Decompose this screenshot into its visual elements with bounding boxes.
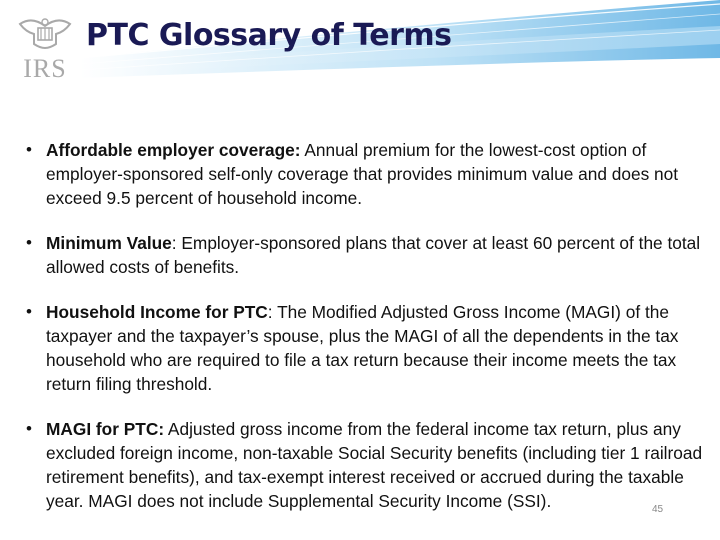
term-definition: Annual premium for the lowest-cost option of employer-sponsored self-only coverage that provides minimum value and does not exceed 9.5 percent of household income. (46, 140, 679, 208)
page-number: 45 (652, 504, 664, 515)
term-definition: : Employer-sponsored plans that cover at least 60 percent of the total allowed costs of benefits. (46, 233, 701, 277)
glossary-item-minimum-value (24, 231, 714, 279)
irs-logo (14, 14, 76, 83)
glossary-list (24, 138, 714, 534)
glossary-item-magi (24, 417, 714, 513)
term-label: Affordable employer coverage: (46, 140, 301, 160)
term-definition: : The Modified Adjusted Gross Income (MAGI) of the taxpayer and the taxpayer’s spouse, plus the MAGI of all the dependents in the tax household who are required to file a tax return because their income meets the tax return filing threshold. (46, 302, 679, 394)
irs-logo-text: IRS (23, 54, 67, 83)
term-definition: Adjusted gross income from the federal income tax return, plus any excluded foreign income, non-taxable Social Security benefits (including tier 1 railroad retirement benefits), and tax-exempt interest received or accrued during the taxable year. MAGI does not include Supplemental Security Income (SSI). (46, 419, 703, 511)
term-label: Household Income for PTC (46, 302, 268, 322)
glossary-item-household-income (24, 300, 714, 396)
slide-header (0, 0, 720, 90)
term-label: Minimum Value (46, 233, 172, 253)
glossary-item-affordable-coverage (24, 138, 714, 210)
bullet-icon: • (26, 233, 32, 252)
bullet-icon: • (26, 302, 32, 321)
bullet-icon: • (26, 419, 32, 438)
bullet-icon: • (26, 140, 32, 159)
term-label: MAGI for PTC: (46, 419, 165, 439)
eagle-emblem-icon (14, 14, 76, 54)
slide-title: PTC Glossary of Terms (86, 18, 452, 53)
